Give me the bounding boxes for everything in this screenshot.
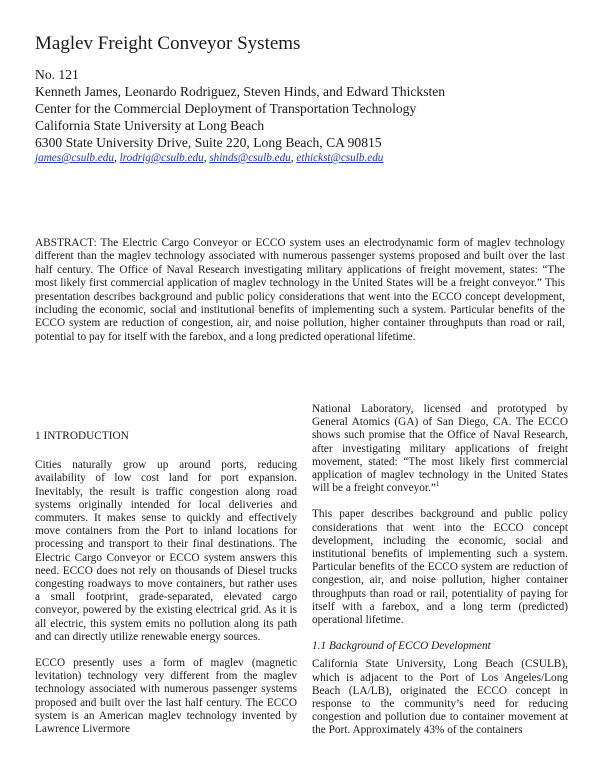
- email-link-james[interactable]: james@csulb.edu: [35, 152, 114, 164]
- paragraph: California State University, Long Beach (CSULB), which is adjacent to the Port of Los Angeles/Long Beach (LA/LB), originated the ECCO concept in response to the community’s need for reducing congestion and pollution due to container movement at the Port. Approximately 43% of the containers: [312, 658, 568, 737]
- paper-title: Maglev Freight Conveyor Systems: [35, 33, 301, 54]
- column-left: [35, 430, 297, 749]
- email-link-lrodrig[interactable]: lrodrig@csulb.edu: [119, 152, 204, 164]
- section-heading-introduction: 1 INTRODUCTION: [35, 430, 129, 442]
- authors: Kenneth James, Leonardo Rodriguez, Steven Hinds, and Edward Thicksten: [35, 84, 446, 99]
- paragraph: ECCO presently uses a form of maglev (magnetic levitation) technology very different from the maglev technology associated with numerous passenger systems proposed and built over the last half century. The ECCO system is an American maglev technology invented by Lawrence Livermore: [35, 657, 297, 736]
- footnote-ref[interactable]: 1: [435, 480, 440, 489]
- email-link-shinds[interactable]: shinds@csulb.edu: [209, 152, 291, 164]
- paragraph: Cities naturally grow up around ports, reducing availability of low cost land for port expansion. Inevitably, the result is traffic congestion along road systems originally intended for local deliveries and commuters. It makes sense to quickly and effectively move containers from the Port to inland locations for processing and transport to their final destinations. The Electric Cargo Conveyor or ECCO system answers this need. ECCO does not rely on thousands of Diesel trucks congesting roadways to move containers, but rather uses a small footprint, grade-separated, elevated cargo conveyor, powered by the existing electrical grid. As it is all electric, this system emits no pollution along its path and can directly utilize renewable energy sources.: [35, 459, 297, 643]
- subsection-heading-background: 1.1 Background of ECCO Development: [312, 640, 491, 653]
- address: 6300 State University Drive, Suite 220, Long Beach, CA 90815: [35, 135, 382, 150]
- paper-number: No. 121: [35, 67, 79, 82]
- column-right: [312, 403, 568, 751]
- abstract: ABSTRACT: The Electric Cargo Conveyor or ECCO system uses an electrodynamic form of maglev technology different than the maglev technology associated with numerous passenger systems proposed and built over the last half century. The Office of Naval Research investigating military applications of freight movement, states: “The most likely first commercial application of maglev technology in the United States will be a freight conveyor.” This presentation describes background and public policy considerations that went into the ECCO concept development, including the economic, social and institutional benefits of implementing such a system. Particular benefits of the ECCO system are reduction of congestion, air, and noise pollution, higher container throughputs than road or rail, potential to pay for itself with the farebox, and a long predicted operational lifetime.: [35, 237, 565, 343]
- paragraph-continuation: [312, 403, 568, 495]
- paper-header: [35, 66, 445, 165]
- separator: ,: [203, 152, 210, 164]
- paragraph: This paper describes background and public policy considerations that went into the ECCO concept development, including the economic, social and institutional benefits of implementing such a system. Particular benefits of the ECCO system are reduction of congestion, air, and noise pollution, higher container throughputs than road or rail, potentiality of paying for itself with a farebox, and a long term (predicted) operational lifetime.: [312, 508, 568, 627]
- separator: ,: [113, 152, 120, 164]
- affiliation: Center for the Commercial Deployment of Transportation Technology: [35, 101, 417, 116]
- university: California State University at Long Beach: [35, 118, 265, 133]
- email-list: [35, 151, 445, 165]
- email-link-ethickst[interactable]: ethickst@csulb.edu: [296, 152, 384, 164]
- separator: ,: [290, 152, 297, 164]
- continuation-text: National Laboratory, licensed and prototyped by General Atomics (GA) of San Diego, CA. The ECCO shows such promise that the Office of Naval Research, after investigating military applications of freight movement, stated: “The most likely first commercial application of maglev technology in the United States will be a freight conveyor.”: [312, 403, 568, 495]
